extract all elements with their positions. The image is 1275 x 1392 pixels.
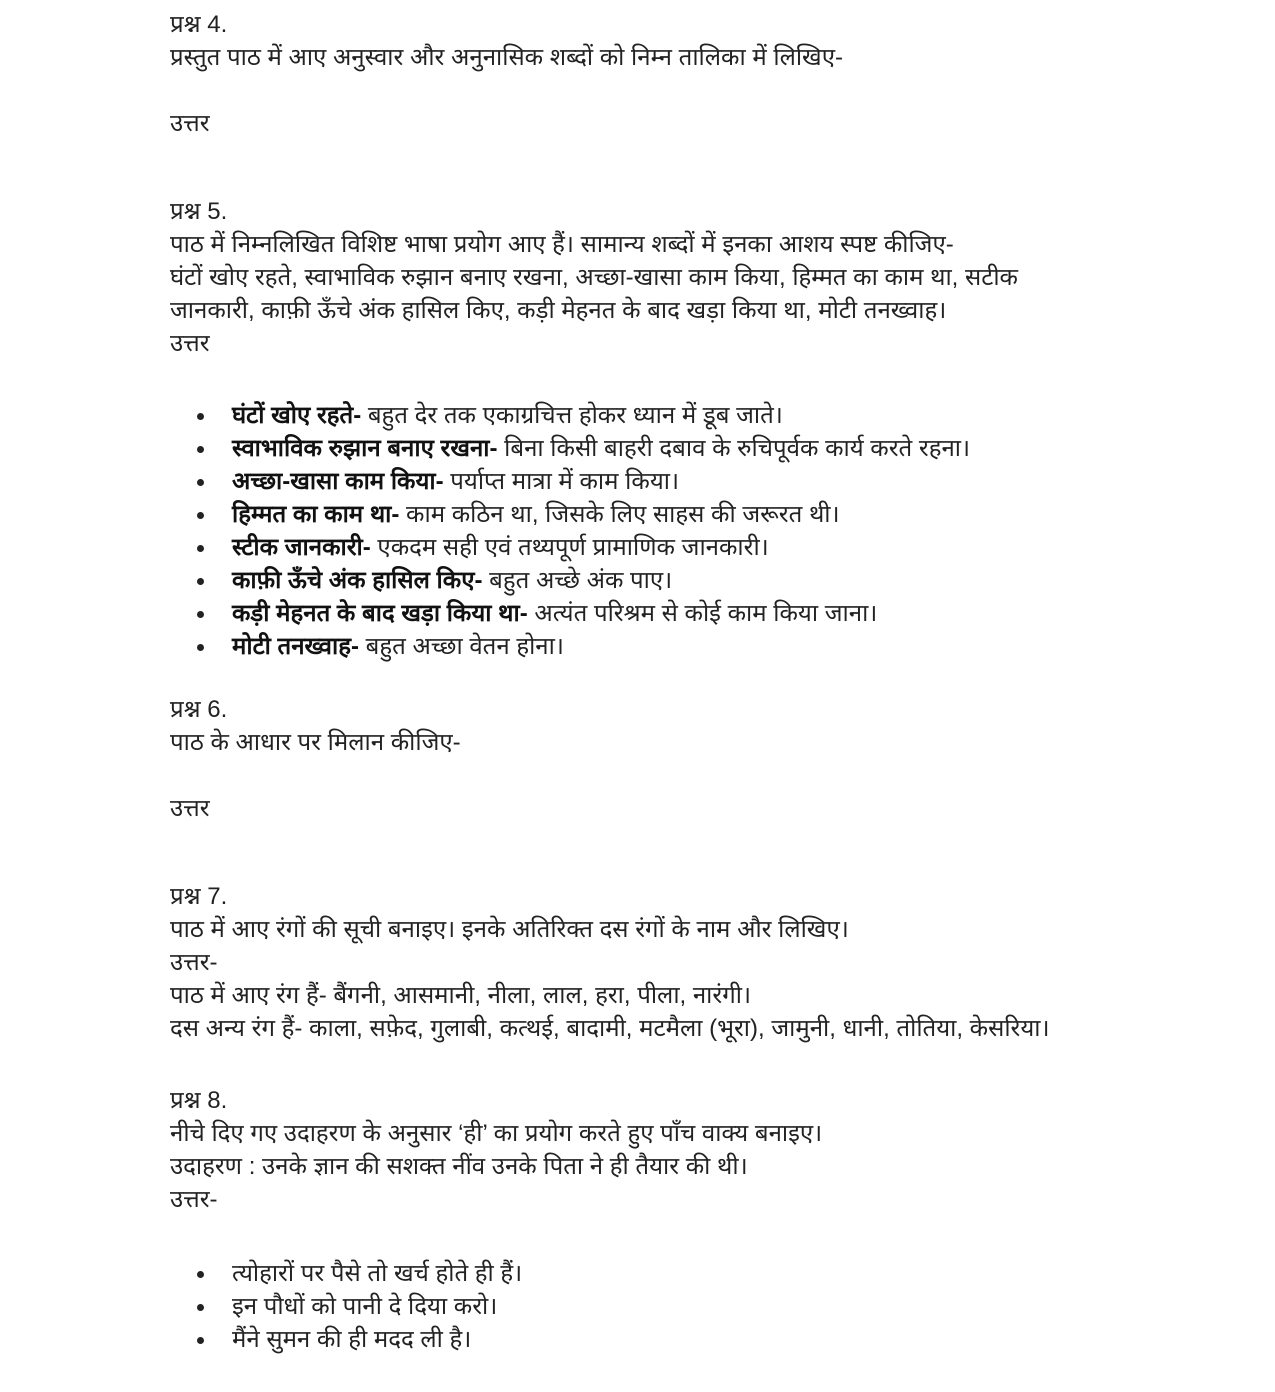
question-text: नीचे दिए गए उदाहरण के अनुसार ‘ही’ का प्रयोग करते हुए पाँच वाक्य बनाइए।: [170, 1120, 823, 1147]
bullet-icon: [197, 578, 204, 585]
meaning: बहुत अच्छे अंक पाए।: [482, 567, 673, 594]
meaning: बहुत देर तक एकाग्रचित्त होकर ध्यान में डूब जाते।: [361, 402, 783, 429]
question-text: पाठ में निम्नलिखित विशिष्ट भाषा प्रयोग आए हैं। सामान्य शब्दों में इनका आशय स्पष्ट कीजिए-: [170, 231, 954, 258]
list-item: [170, 531, 1250, 564]
question-6: [170, 693, 1250, 825]
bullet-icon: [197, 644, 204, 651]
question-text: पाठ के आधार पर मिलान कीजिए-: [170, 729, 461, 756]
document-body: [170, 8, 1250, 1356]
list-item: [170, 1290, 1250, 1323]
list-item: [170, 564, 1250, 597]
list-item: [170, 498, 1250, 531]
question-text: पाठ में आए रंगों की सूची बनाइए। इनके अतिरिक्त दस रंगों के नाम और लिखिए।: [170, 916, 849, 943]
question-label: प्रश्न 5.: [170, 198, 228, 225]
answer-label: उत्तर-: [170, 949, 218, 976]
question-text: जानकारी, काफ़ी ऊँचे अंक हासिल किए, कड़ी मेहनत के बाद खड़ा किया था, मोटी तनख्वाह।: [170, 297, 947, 324]
term: अच्छा-खासा काम किया-: [232, 468, 444, 495]
term: घंटों खोए रहते-: [232, 402, 362, 429]
meaning: बहुत अच्छा वेतन होना।: [358, 633, 564, 660]
answer-text: पाठ में आए रंग हैं- बैंगनी, आसमानी, नीला, लाल, हरा, पीला, नारंगी।: [170, 982, 752, 1009]
meaning: काम कठिन था, जिसके लिए साहस की जरूरत थी।: [399, 501, 840, 528]
list-item: [170, 630, 1250, 663]
example-text: उदाहरण : उनके ज्ञान की सशक्त नींव उनके पिता ने ही तैयार की थी।: [170, 1153, 748, 1180]
list-item: [170, 465, 1250, 498]
answer-label: उत्तर-: [170, 1186, 218, 1213]
meaning: पर्याप्त मात्रा में काम किया।: [443, 468, 680, 495]
term: हिम्मत का काम था-: [232, 501, 400, 528]
answer-label: उत्तर: [170, 330, 210, 357]
list-item: [170, 597, 1250, 630]
question-label: प्रश्न 6.: [170, 696, 228, 723]
bullet-icon: [197, 545, 204, 552]
question-label: प्रश्न 7.: [170, 883, 228, 910]
bullet-icon: [197, 446, 204, 453]
term: कड़ी मेहनत के बाद खड़ा किया था-: [232, 600, 528, 627]
question-8: [170, 1084, 1250, 1356]
term: मोटी तनख्वाह-: [232, 633, 359, 660]
answer-label: उत्तर: [170, 110, 210, 137]
question-text: प्रस्तुत पाठ में आए अनुस्वार और अनुनासिक शब्दों को निम्न तालिका में लिखिए-: [170, 44, 843, 71]
meaning: अत्यंत परिश्रम से कोई काम किया जाना।: [527, 600, 878, 627]
bullet-icon: [197, 1271, 204, 1278]
list-item: [170, 432, 1250, 465]
list-item: [170, 399, 1250, 432]
term: काफ़ी ऊँचे अंक हासिल किए-: [232, 567, 483, 594]
question-label: प्रश्न 8.: [170, 1087, 228, 1114]
bullet-icon: [197, 512, 204, 519]
question-4: [170, 8, 1250, 140]
answer-sentence: मैंने सुमन की ही मदद ली है।: [232, 1326, 472, 1353]
meaning: बिना किसी बाहरी दबाव के रुचिपूर्वक कार्य करते रहना।: [497, 435, 971, 462]
question-7: [170, 880, 1250, 1045]
bullet-icon: [197, 1304, 204, 1311]
answer-list: [170, 399, 1250, 663]
question-5: [170, 195, 1250, 663]
bullet-icon: [197, 413, 204, 420]
term: स्वाभाविक रुझान बनाए रखना-: [232, 435, 498, 462]
question-text: घंटों खोए रहते, स्वाभाविक रुझान बनाए रखना, अच्छा-खासा काम किया, हिम्मत का काम था, सटीक: [170, 264, 1018, 291]
answer-sentence: इन पौधों को पानी दे दिया करो।: [232, 1293, 498, 1320]
bullet-icon: [197, 611, 204, 618]
answer-text: दस अन्य रंग हैं- काला, सफ़ेद, गुलाबी, कत्थई, बादामी, मटमैला (भूरा), जामुनी, धानी, तोतिया, केसरिया।: [170, 1015, 1050, 1042]
answer-sentence: त्योहारों पर पैसे तो खर्च होते ही हैं।: [232, 1260, 523, 1287]
term: स्टीक जानकारी-: [232, 534, 371, 561]
list-item: [170, 1323, 1250, 1356]
question-label: प्रश्न 4.: [170, 11, 228, 38]
meaning: एकदम सही एवं तथ्यपूर्ण प्रामाणिक जानकारी।: [370, 534, 769, 561]
bullet-icon: [197, 1337, 204, 1344]
answer-label: उत्तर: [170, 795, 210, 822]
answer-list: [170, 1257, 1250, 1356]
bullet-icon: [197, 479, 204, 486]
list-item: [170, 1257, 1250, 1290]
